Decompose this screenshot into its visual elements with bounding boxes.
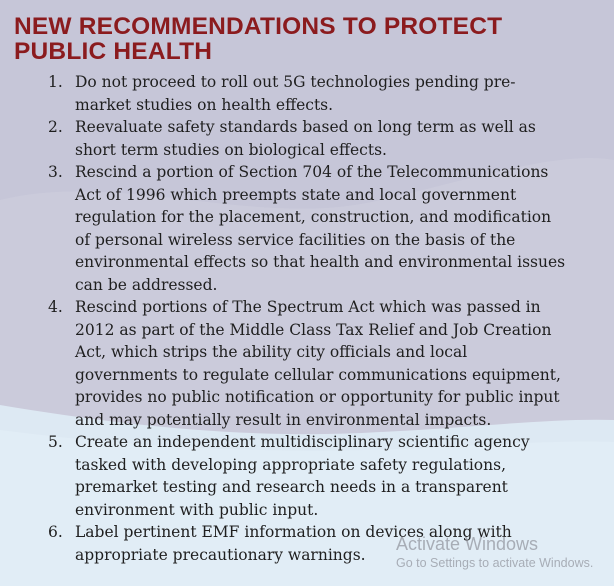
page-title: [14, 14, 502, 64]
title-line-2: PUBLIC HEALTH: [14, 38, 213, 65]
recommendation-item: [48, 431, 568, 521]
item-text: Rescind a portion of Section 704 of the Telecommunications Act of 1996 which preempts state and local government regulation for the placement, construction, and modification of personal wireless service facilities on the basis of the environmental effects so that health and environmental issues can be addressed.: [75, 163, 566, 294]
watermark-title: Activate Windows: [396, 534, 539, 554]
item-number: 5.: [48, 433, 63, 451]
item-number: 4.: [48, 298, 63, 316]
recommendation-item: [48, 296, 568, 431]
item-text: Rescind portions of The Spectrum Act which was passed in 2012 as part of the Middle Class Tax Relief and Job Creation Act, which strips the ability city officials and local governments to regulate cellular communications equipment, provides no public notification or opportunity for public input and may potentially result in environmental impacts.: [75, 298, 561, 429]
recommendation-item: [48, 71, 568, 116]
item-number: 1.: [48, 73, 63, 91]
item-number: 6.: [48, 523, 63, 541]
item-number: 3.: [48, 163, 63, 181]
recommendation-item: [48, 116, 568, 161]
item-text: Label pertinent EMF information on devices along with appropriate precautionary warnings.: [75, 523, 512, 564]
item-text: Do not proceed to roll out 5G technologies pending pre-market studies on health effects.: [75, 73, 516, 114]
activate-windows-watermark: [396, 534, 614, 572]
item-number: 2.: [48, 118, 63, 136]
title-line-1: NEW RECOMMENDATIONS TO PROTECT: [14, 13, 503, 40]
watermark-subtitle: Go to Settings to activate Windows.: [396, 556, 594, 570]
recommendation-item: [48, 161, 568, 296]
recommendations-list: [48, 71, 568, 566]
item-text: Reevaluate safety standards based on long term as well as short term studies on biological effects.: [75, 118, 536, 159]
item-text: Create an independent multidisciplinary scientific agency tasked with developing appropriate safety regulations, premarket testing and research needs in a transparent environment with public input.: [75, 433, 530, 519]
